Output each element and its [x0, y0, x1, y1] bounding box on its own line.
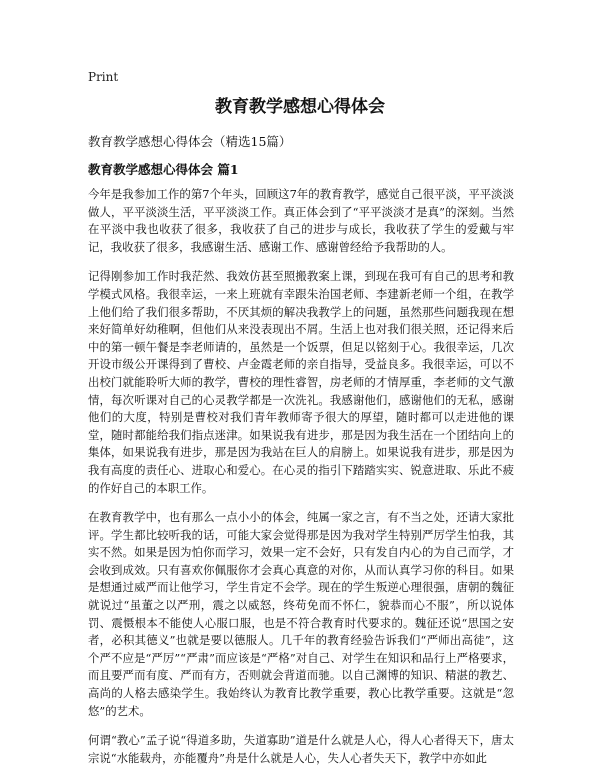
- section-heading: 教育教学感想心得体会 篇1: [88, 162, 239, 177]
- paragraph: 记得刚参加工作时我茫然、我效仿甚至照搬教案上课，到现在我可有自己的思考和教学模式风格。我很幸运，一来上班就有幸跟朱治国老师、李建新老师一个组，在教学上他们给了我们很多帮助，不厌其烦的解决我教学上的问题，虽然那些问题我现在想来好简单好幼稚啊，但他们从来没表现出不屑。生活上也对我们很关照，还记得来后中的第一顿午餐是李老师请的，虽然是一个饭票，但足以铭刻于心。我很幸运，几次开设市级公开课得到了曹校、卢金霞老师的亲自指导，受益良多。我很幸运，可以不出校门就能聆听大师的教学，曹校的理性睿智，房老师的才情厚重，李老师的文气激情，每次听课对自己的心灵教学都是一次洗礼。我感谢他们，感谢他们的无私，感谢他们的大度，特别是曹校对我们青年教师寄予很大的厚望，随时都可以走进他的课堂，随时都能给我们指点迷津。如果说我有进步，那是因为我生活在一个团结向上的集体，如果说我有进步，那是因为我站在巨人的肩膀上。如果说我有进步，那是因为我有高度的责任心、进取心和爱心。在心灵的指引下踏踏实实、锐意进取、乐此不疲的作好自己的本职工作。: [88, 269, 514, 495]
- paragraph: 在教育教学中，也有那么一点小小的体会，纯属一家之言，有不当之处，还请大家批评。学生都比较听我的话，可能大家会觉得那是因为我对学生特别严厉学生怕我，其实不然。如果是因为怕你而学习，效果一定不会好，只有发自内心的为自己而学，才会收到成效。只有喜欢你佩服你才会真心真意的对你，从而认真学习你的科目。如果是想通过威严而让他学习，学生肯定不会学。现在的学生叛逆心理很强，唐朝的魏征就说过“虽董之以严刑，震之以威怒，终苟免而不怀仁，貌恭而心不服”，所以说体罚、震慑根本不能使人心服口服，也是不符合教育时代要求的。魏征还说“思国之安者，必积其德义”也就是要以德服人。几千年的教育经验告诉我们“严师出高徒”，这个严不应是“严厉”“严肃”而应该是“严格”对自己、对学生在知识和品行上严格要求，而且要严而有度、严而有方，否则就会背道而驰。以自己渊博的知识、精湛的教艺、高尚的人格去感染学生。我始终认为教育比教学重要，教心比教学重要。这就是“忽悠”的艺术。: [88, 510, 514, 718]
- paragraph: 今年是我参加工作的第7个年头，回顾这7年的教育教学，感觉自己很平淡，平平淡淡做人，平平淡淡生活，平平淡淡工作。真正体会到了“平平淡淡才是真”的深刻。当然在平淡中我也收获了很多，我收获了自己的进步与成长，我收获了学生的爱戴与牢记，我收获了很多，我感谢生活、感谢工作、感谢曾经给予我帮助的人。: [88, 187, 514, 254]
- paragraph: 何谓“教心”孟子说“得道多助，失道寡助”道是什么就是人心，得人心者得天下，唐太宗说“水能载舟，亦能覆舟”舟是什么就是人心，失人心者失天下，教学中亦如此: [88, 733, 514, 765]
- document-body: [88, 186, 514, 776]
- document-subtitle: 教育教学感想心得体会（精选15篇）: [88, 134, 292, 149]
- page-title: 教育教学感想心得体会: [215, 97, 385, 117]
- print-link[interactable]: Print: [88, 70, 119, 84]
